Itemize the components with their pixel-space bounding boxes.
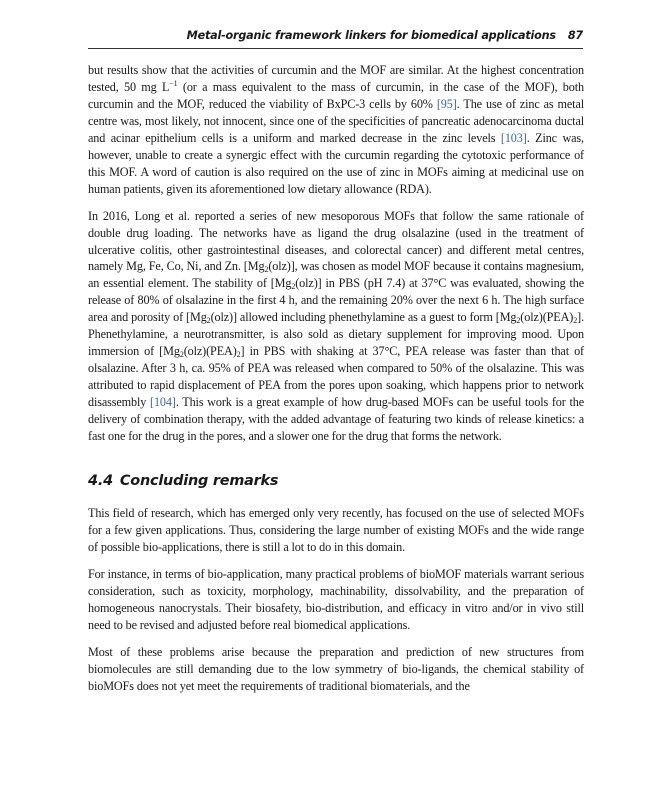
p2-text: ] in PBS with shaking at 37°C, PEA release was faster than that of olsalazine. After 3 h, ca. 95% of PEA was released when compared to 50% of the olsalazine. This was attributed to rapid displacement of PEA from the pores upon soaking, which happens prior to network disassembly [88,344,584,410]
section-title: Concluding remarks [119,472,279,489]
paragraph-1 [88,62,584,198]
p2-text: (olz)] allowed including phenethylamine as a guest to form [Mg [210,310,517,325]
citation-link-103[interactable]: [103] [500,130,527,145]
page-body [88,62,584,704]
subscript: 2 [573,316,578,326]
p2-text: . This work is a great example of how drug-based MOFs can be useful tools for the delivery of combination therapy, with the added advantage of featuring two kinds of release kinetics: a fast one for the drug in the pores, and a slower one for the drug that forms the network. [88,395,584,444]
paragraph-4: For instance, in terms of bio-application, many practical problems of bioMOF materials warrant serious consideration, such as toxicity, morphology, machinability, dissolvability, and the preparation of homogeneous nanocrystals. Their biosafety, bio-distribution, and efficacy in vitro and/or in vivo still need to be revised and adjusted before real biomedical applications. [88,566,584,632]
p1-text: (or a mass equivalent to the mass of curcumin, in the case of the MOF), both curcumin and the MOF, reduced the viability of BxPC-3 cells by 60% [88,79,584,111]
header-rule [88,48,583,49]
citation-link-95[interactable]: [95] [436,96,457,111]
p1-text: . Zinc was, however, unable to create a synergic effect with the curcumin regarding the cytotoxic performance of this MOF. A word of caution is also required on the use of zinc in MOFs aiming at medicinal use on human patients, given its aforementioned low dietary allowance (RDA). [88,130,584,196]
p2-text: In 2016, Long et al. reported a series of new mesoporous MOFs that follow the same rationale of double drug loading. The networks have as ligand the drug olsalazine (used in the treatment of ulcerative colitis, other gastrointestinal diseases, and colorectal cancer) and different metal centres, namely Mg, Fe, Co, Ni, and Zn. [Mg [88,208,584,274]
subscript: 2 [291,282,296,292]
section-number: 4.4 [88,472,113,489]
citation-link-104[interactable]: [104] [150,395,176,410]
p2-text: (olz)(PEA) [183,344,237,359]
subscript: 2 [236,350,241,360]
subscript: 2 [179,350,184,360]
subscript: 2 [206,316,211,326]
p1-text: but results show that the activities of curcumin and the MOF are similar. At the highest concentration tested, 50 mg L [88,63,584,94]
page-number: 87 [567,29,583,42]
subscript: 2 [264,265,269,275]
unit-superscript: −1 [169,78,178,88]
p2-text: (olz)(PEA) [520,310,574,325]
running-head-title: Metal-organic framework linkers for biomedical applications [186,29,556,42]
p1-text: . The use of zinc as metal centre was, most likely, not innocent, since one of the specificities of pancreatic adenocarcinoma ductal and acinar epithelium cells is a uniform and marked decrease in the zinc levels [88,96,584,145]
paragraph-5: Most of these problems arise because the preparation and prediction of new structures from biomolecules are still demanding due to the low symmetry of bio-ligands, the chemical stability of bioMOFs does not yet meet the requirements of traditional biomaterials, and the [88,644,584,693]
subscript: 2 [516,316,521,326]
paragraph-2 [88,208,584,445]
paragraph-3: This field of research, which has emerged only very recently, has focused on the use of selected MOFs for a few given applications. Thus, considering the large number of existing MOFs and the wide range of possible bio-applications, there is still a lot to do in this domain. [88,505,584,554]
p2-text: (olz)], was chosen as model MOF because it contains magnesium, an essential element. The stability of [Mg [88,259,584,291]
section-heading [88,473,584,490]
running-head [88,29,583,42]
p2-text: (olz)] in PBS (pH 7.4) at 37°C was evaluated, showing the release of 80% of olsalazine in the first 4 h, and the remaining 20% over the next 6 h. The high surface area and porosity of [Mg [88,276,584,325]
p2-text: ]. Phenethylamine, a neurotransmitter, is also sold as dietary supplement for improving mood. Upon immersion of [Mg [88,310,584,359]
